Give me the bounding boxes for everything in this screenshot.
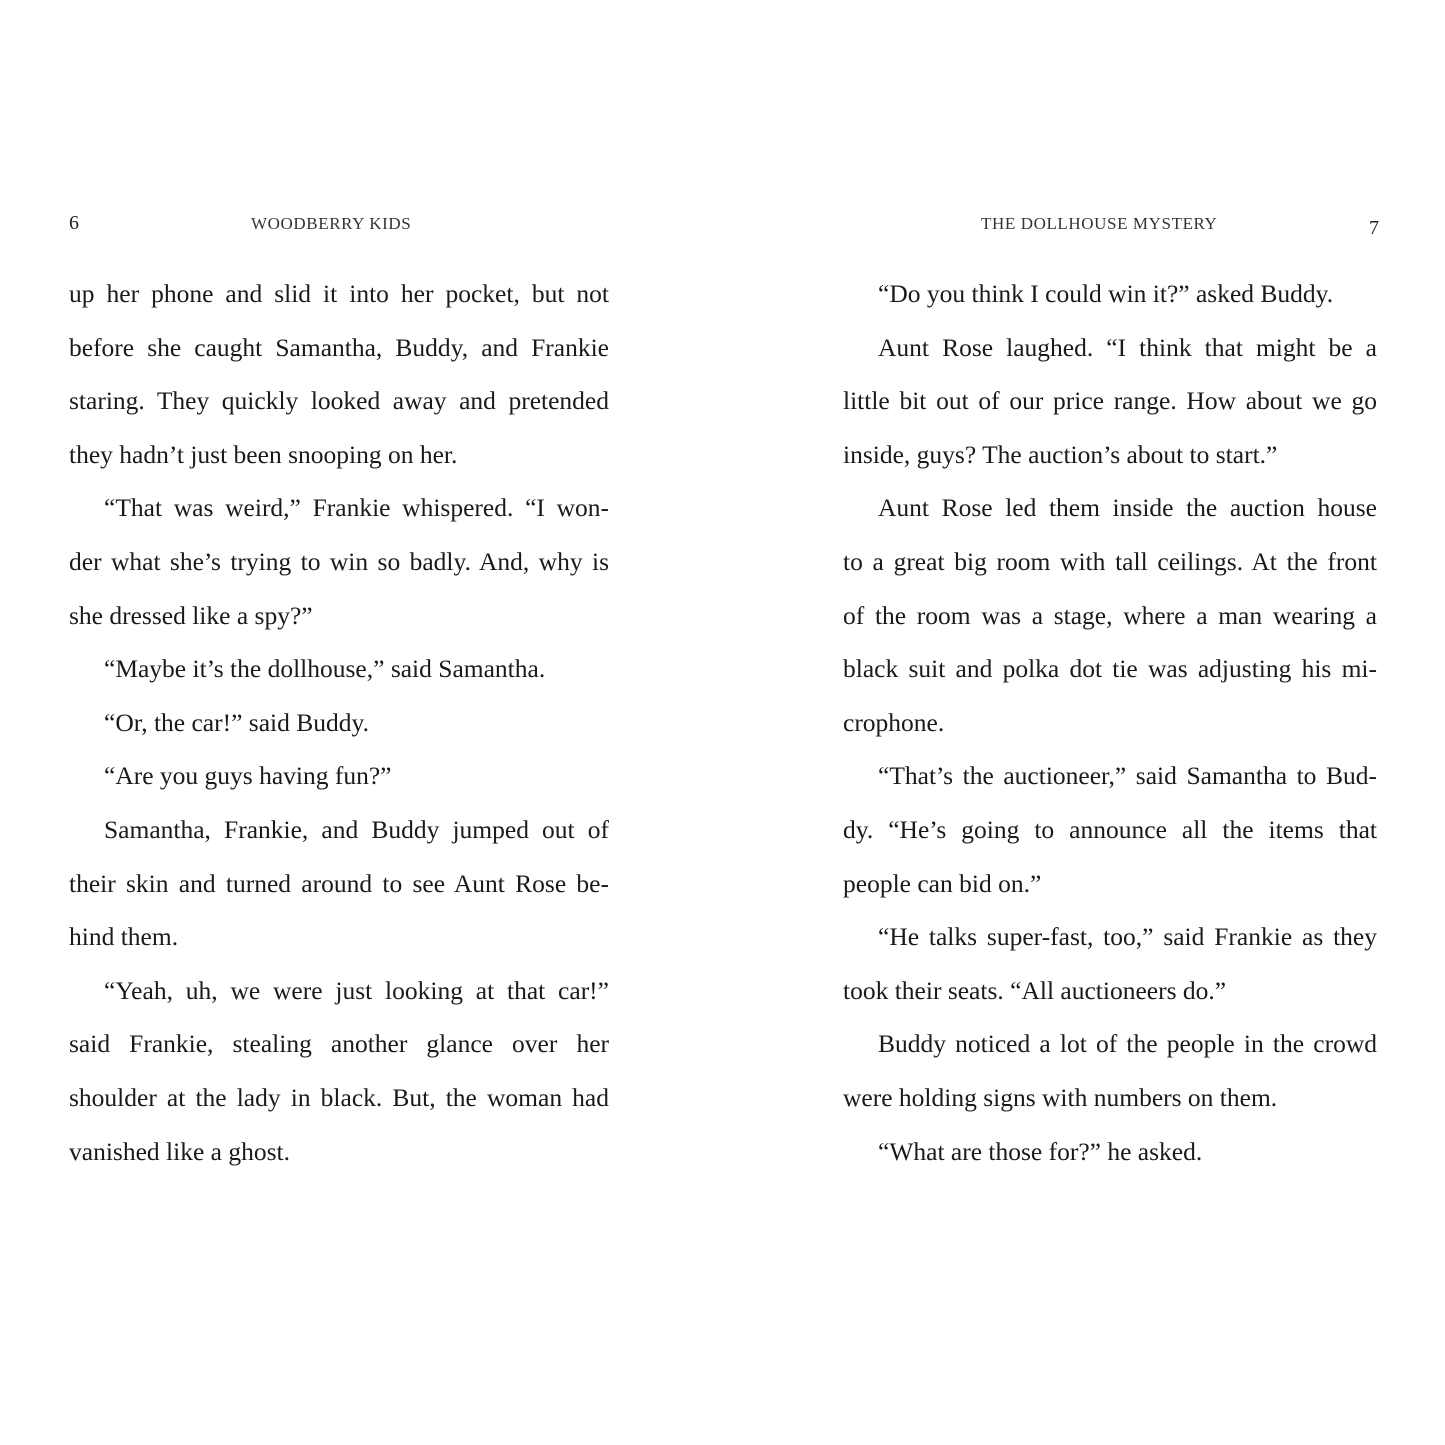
text-line: took their seats. “All auctioneers do.” <box>843 975 1227 1005</box>
text-line: “What are those for?” he asked. <box>878 1136 1203 1166</box>
body-text <box>69 267 609 1178</box>
text-line: “That’s the auctioneer,” said Samantha to Bud- <box>878 761 1377 791</box>
text-line: “Yeah, uh, we were just looking at that car!” <box>104 975 609 1005</box>
text-line: crophone. <box>843 707 945 737</box>
text-line: “Do you think I could win it?” asked Buddy. <box>878 279 1334 308</box>
text-line: inside, guys? The auction’s about to start.” <box>843 439 1278 469</box>
text-line: vanished like a ghost. <box>69 1136 290 1166</box>
text-line: “That was weird,” Frankie whispered. “I won- <box>104 493 609 523</box>
text-line: der what she’s trying to win so badly. And, why is <box>69 546 609 576</box>
text-line: Samantha, Frankie, and Buddy jumped out of <box>104 814 609 844</box>
running-head: WOODBERRY KIDS <box>251 214 412 233</box>
text-line: hind them. <box>69 922 179 952</box>
text-line: staring. They quickly looked away and pretended <box>69 386 609 416</box>
page-number: 7 <box>1369 217 1379 239</box>
page-number: 6 <box>69 212 79 234</box>
text-line: Buddy noticed a lot of the people in the crowd <box>878 1029 1377 1059</box>
text-line: black suit and polka dot tie was adjusting his mi- <box>843 654 1377 684</box>
text-line: dy. “He’s going to announce all the items that <box>843 814 1377 844</box>
text-line: they hadn’t just been snooping on her. <box>69 439 458 469</box>
text-line: shoulder at the lady in black. But, the woman had <box>69 1082 609 1112</box>
text-line: little bit out of our price range. How about we go <box>843 386 1377 416</box>
text-line: of the room was a stage, where a man wearing a <box>843 600 1377 630</box>
body-text <box>843 267 1377 1178</box>
text-line: “Are you guys having fun?” <box>104 761 392 791</box>
text-line: Aunt Rose laughed. “I think that might be a <box>878 332 1377 362</box>
text-line: “Maybe it’s the dollhouse,” said Samantha. <box>104 654 546 684</box>
text-line: were holding signs with numbers on them. <box>843 1082 1278 1112</box>
text-line: “He talks super-fast, too,” said Frankie as they <box>878 922 1377 952</box>
text-line: Aunt Rose led them inside the auction house <box>878 493 1377 523</box>
text-line: up her phone and slid it into her pocket, but not <box>69 279 609 308</box>
text-line: before she caught Samantha, Buddy, and Frankie <box>69 332 609 362</box>
text-line: said Frankie, stealing another glance over her <box>69 1029 609 1059</box>
text-line: to a great big room with tall ceilings. At the front <box>843 546 1377 576</box>
text-line: “Or, the car!” said Buddy. <box>104 707 369 737</box>
text-line: she dressed like a spy?” <box>69 600 313 630</box>
running-head: THE DOLLHOUSE MYSTERY <box>981 214 1218 233</box>
text-line: people can bid on.” <box>843 868 1042 898</box>
text-line: their skin and turned around to see Aunt Rose be- <box>69 868 609 898</box>
